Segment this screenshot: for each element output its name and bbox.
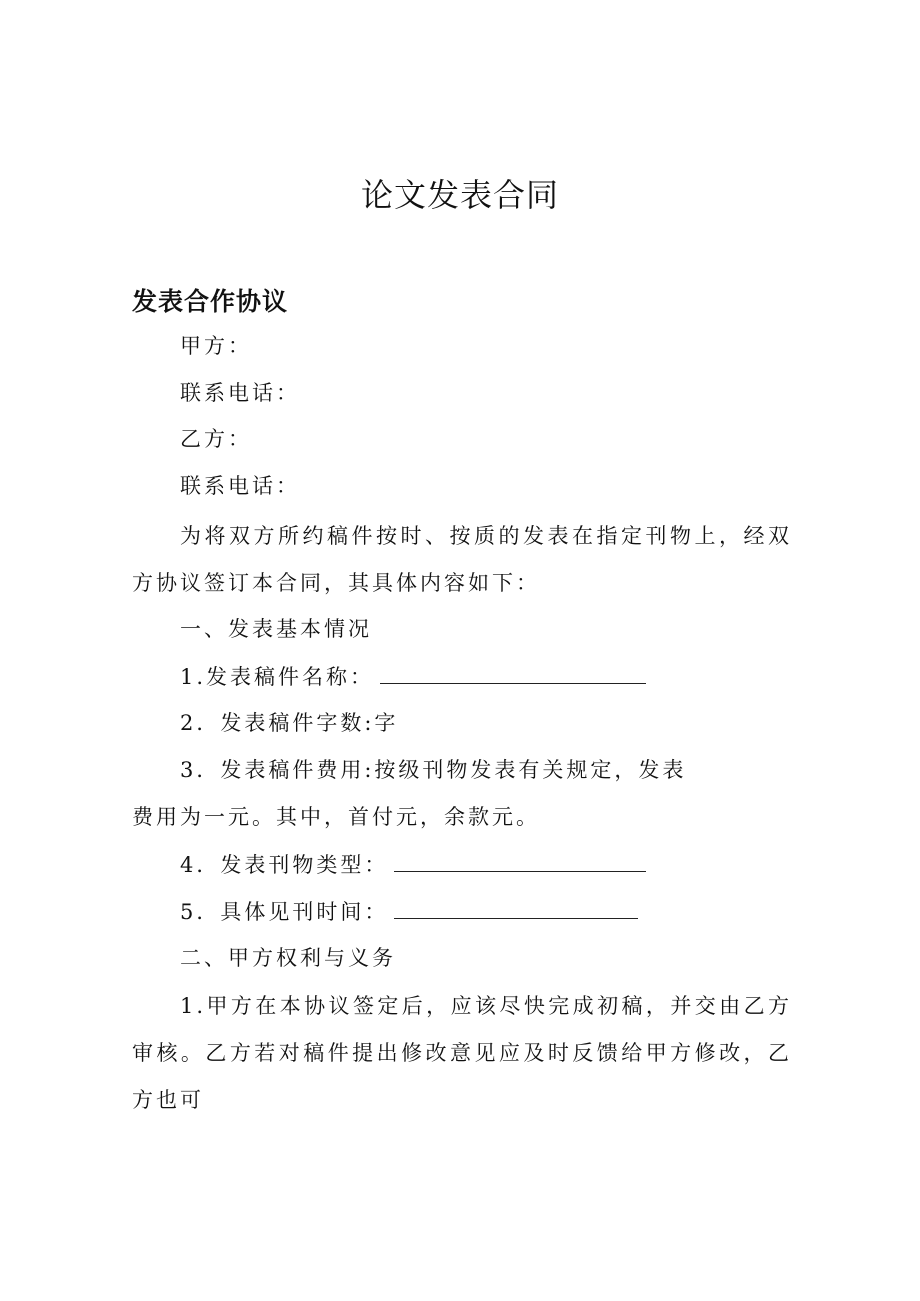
party-a-phone-label: 联系电话： <box>180 381 300 405</box>
item-5-label: 5．具体见刊时间： <box>180 900 389 924</box>
item-4-row <box>180 849 646 880</box>
party-a-label: 甲方： <box>180 334 252 358</box>
document-title: 论文发表合同 <box>360 176 559 214</box>
item-4-blank-line <box>394 849 646 872</box>
section-2-heading: 二、甲方权利与义务 <box>180 946 396 970</box>
party-b-label: 乙方： <box>180 427 252 451</box>
item-4-label: 4．发表刊物类型： <box>180 853 389 877</box>
section-1-heading: 一、发表基本情况 <box>180 617 372 641</box>
party-b-phone-label: 联系电话： <box>180 474 300 498</box>
agreement-subtitle: 发表合作协议 <box>132 287 289 316</box>
item-1-label: 1.发表稿件名称： <box>180 665 375 689</box>
item-5-row <box>180 896 638 927</box>
item-1-blank-line <box>380 661 646 684</box>
item-1-row <box>180 661 646 692</box>
item-5-blank-line <box>394 896 638 919</box>
intro-paragraph: 为将双方所约稿件按时、按质的发表在指定刊物上，经双方协议签订本合同，其具体内容如下： <box>132 524 792 595</box>
clause-1-paragraph: 1.甲方在本协议签定后，应该尽快完成初稿，并交由乙方审核。乙方若对稿件提出修改意见应及时反馈给甲方修改，乙方也可 <box>132 994 792 1112</box>
item-3-line-2: 费用为一元。其中，首付元，余款元。 <box>132 805 540 829</box>
item-3-line-1: 3．发表稿件费用:按级刊物发表有关规定，发表 <box>180 758 687 782</box>
item-2-label: 2．发表稿件字数:字 <box>180 711 399 735</box>
